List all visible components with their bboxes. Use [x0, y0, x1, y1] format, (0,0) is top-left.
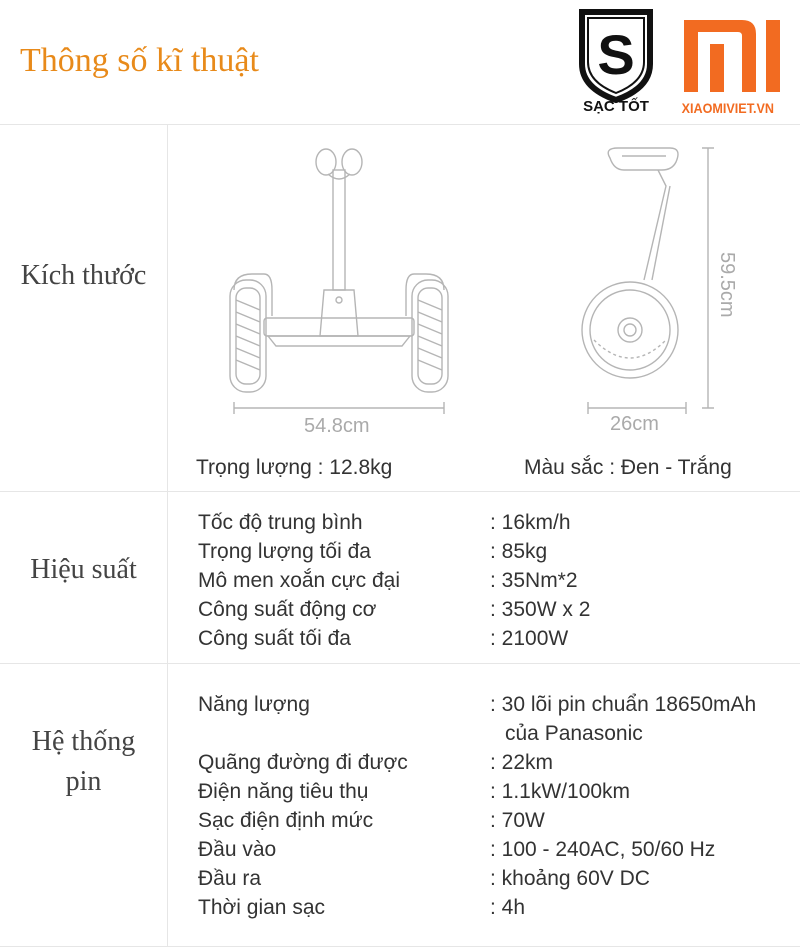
sac-tot-logo-letter: S — [597, 23, 635, 86]
weight-note: Trọng lượng : 12.8kg — [196, 456, 393, 479]
spec-value-max-power: : 2100W — [490, 627, 569, 650]
spec-name-consumption: Điện năng tiêu thụ — [198, 780, 369, 803]
spec-name-rated-charge: Sạc điện định mức — [198, 809, 374, 832]
section-divider-size — [0, 491, 800, 492]
performance-section-label: Hiệu suất — [30, 554, 137, 585]
spec-name-output: Đầu ra — [198, 867, 262, 890]
spec-name-max-load: Trọng lượng tối đa — [198, 540, 371, 563]
sac-tot-logo-caption: SẠC TỐT — [583, 98, 649, 115]
spec-name-range: Quãng đường đi được — [198, 751, 408, 774]
spec-name-avg-speed: Tốc độ trung bình — [198, 511, 363, 534]
scooter-front-view-drawing — [224, 140, 454, 420]
height-dimension: 59.5cm — [716, 252, 738, 318]
section-divider-top — [0, 124, 800, 125]
spec-name-energy: Năng lượng — [198, 693, 310, 716]
spec-name-charge-time: Thời gian sạc — [198, 896, 325, 919]
spec-name-input: Đầu vào — [198, 838, 277, 861]
spec-value-motor-power: : 350W x 2 — [490, 598, 591, 621]
spec-value-rated-charge: : 70W — [490, 809, 545, 832]
scooter-side-view-drawing — [574, 140, 724, 420]
spec-value-consumption: : 1.1kW/100km — [490, 780, 631, 803]
spec-name-motor-power: Công suất động cơ — [198, 598, 377, 621]
spec-value-output: : khoảng 60V DC — [490, 867, 650, 890]
column-divider — [167, 124, 168, 946]
section-divider-performance — [0, 663, 800, 664]
size-section-label: Kích thước — [20, 260, 147, 291]
spec-name-max-power: Công suất tối đa — [198, 627, 351, 650]
section-divider-bottom — [0, 946, 800, 947]
page-title: Thông số kĩ thuật — [20, 42, 259, 79]
spec-name-max-torque: Mô men xoắn cực đại — [198, 569, 400, 592]
spec-value-avg-speed: : 16km/h — [490, 511, 571, 534]
spec-value-energy: : 30 lõi pin chuẩn 18650mAh — [490, 693, 757, 716]
xiaomiviet-logo-caption: XIAOMIVIET.VN — [681, 100, 775, 116]
depth-dimension: 26cm — [610, 413, 659, 435]
spec-value-energy-cont: của Panasonic — [505, 722, 643, 745]
spec-value-max-load: : 85kg — [490, 540, 548, 563]
spec-value-charge-time: : 4h — [490, 896, 526, 919]
spec-value-input: : 100 - 240AC, 50/60 Hz — [490, 838, 716, 861]
color-note: Màu sắc : Đen - Trắng — [524, 456, 732, 479]
width-dimension: 54.8cm — [304, 415, 370, 437]
battery-section-label-line2: pin — [65, 766, 102, 797]
xiaomi-mi-logo — [680, 16, 784, 96]
spec-value-range: : 22km — [490, 751, 554, 774]
spec-value-max-torque: : 35Nm*2 — [490, 569, 578, 592]
battery-section-label-line1: Hệ thống — [31, 726, 136, 757]
